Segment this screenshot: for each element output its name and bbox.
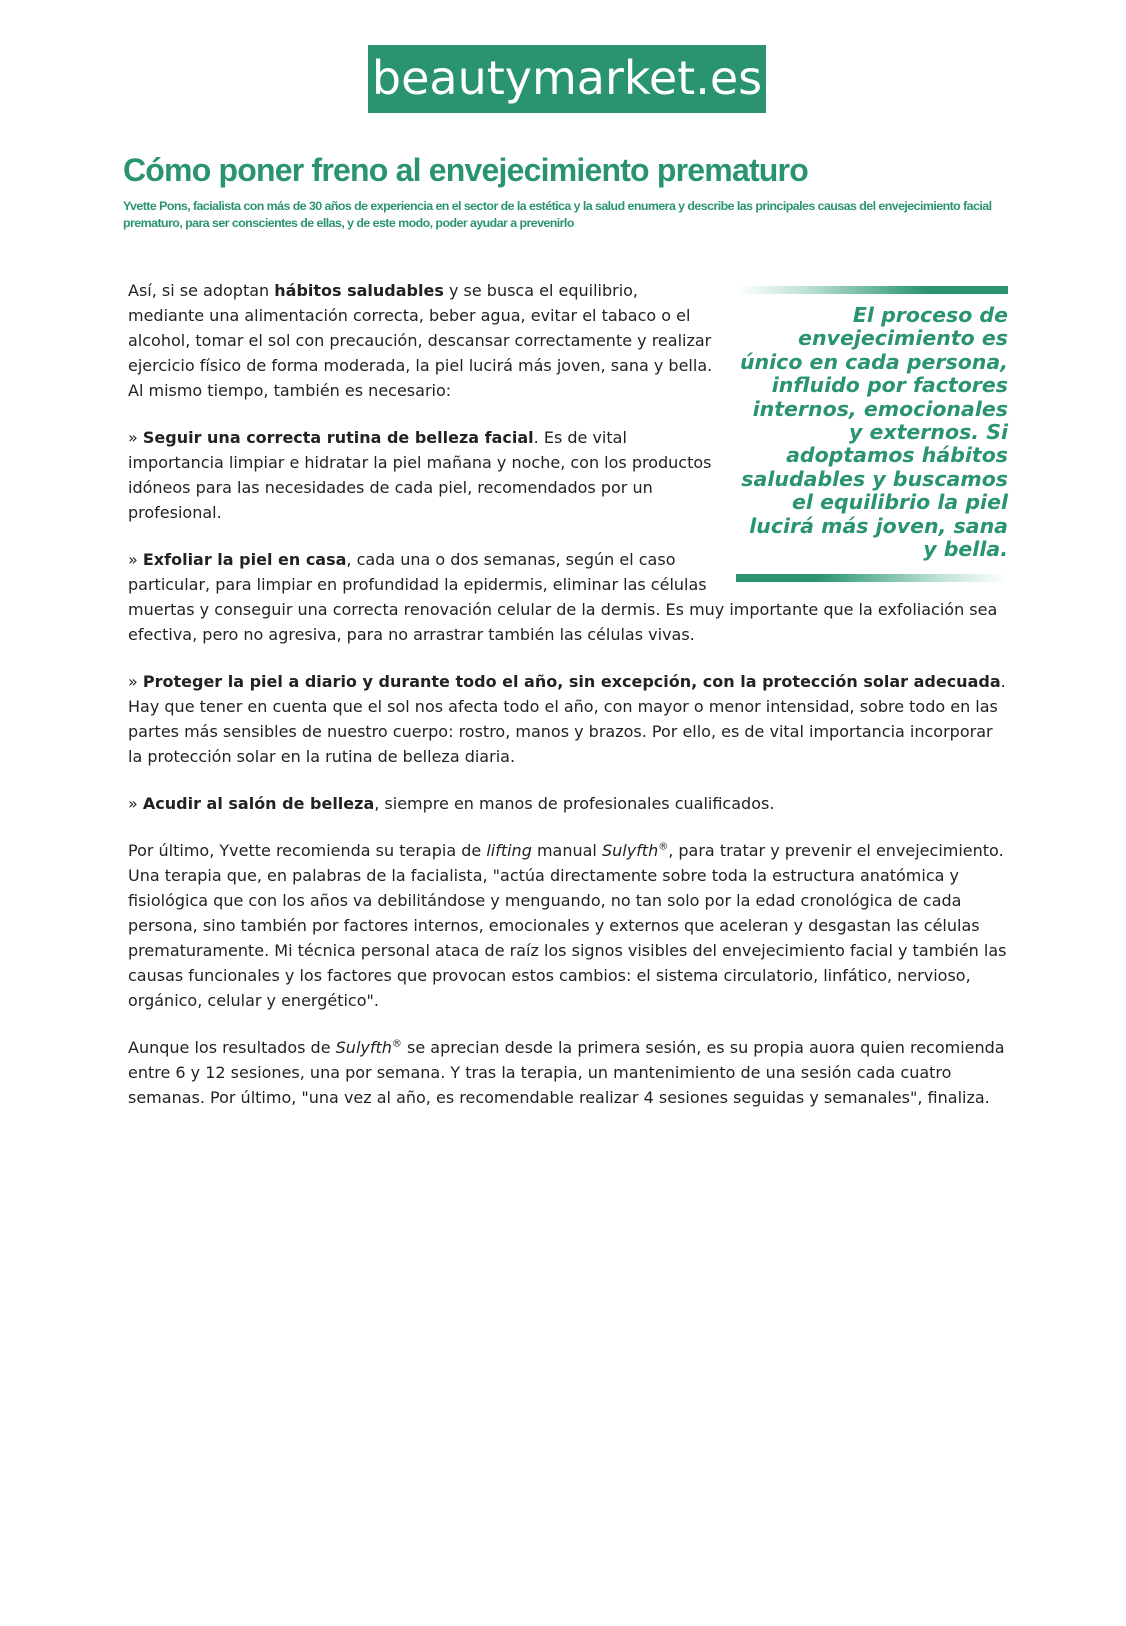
paragraph-intro: Así, si se adoptan hábitos saludables y se busca el equilibrio, mediante una alimentación correcta, beber agua, evitar el tabaco o el alcohol, tomar el sol con precaución, descansar correctamente y realizar ejercicio físico de forma moderada, la piel lucirá más joven, sana y bella. Al mismo tiempo, también es necesario:: [128, 281, 713, 400]
paragraph-therapy: Por último, Yvette recomienda su terapia de lifting manual Sulyfth®, para tratar y prevenir el envejecimiento.: [128, 841, 1004, 860]
paragraph-sessions: Aunque los resultados de Sulyfth® se aprecian desde la primera sesión, es su propia auora quien recomienda entre 6 y 12 sesiones, una por semana. Y tras la terapia, un mantenimiento de una sesión cada cuatro semanas. Por último, "una vez al año, es recomendable realizar 4 sesiones seguidas y semanales", finaliza.: [128, 1038, 1005, 1107]
paragraph-beauty-salon: » Acudir al salón de belleza, siempre en manos de profesionales cualificados.: [128, 794, 775, 813]
pull-quote-bottom-rule: [736, 574, 1008, 582]
paragraph-facialist-quote: Una terapia que, en palabras de la facialista, "actúa directamente sobre toda la estructura anatómica y fisiológica que con los años va debilitándose y menguando, no tan solo por la edad cronológica de cada persona, sino también por factores internos, emocionales y externos que aceleran y desgastan las células prematuramente. Mi técnica personal ataca de raíz los signos visibles del envejecimiento facial y también las causas funcionales y los factores que provocan estos cambios: el sistema circulatorio, linfático, nervioso, orgánico, celular y energético".: [128, 866, 1007, 1010]
article-body: [128, 278, 1008, 1132]
paragraph-exfoliate: » Exfoliar la piel en casa, cada una o dos semanas, según el caso particular, para limpiar en profundidad la epidermis, eliminar las células muertas y conseguir una correcta renovación celular de la dermis. Es muy importante que la exfoliación sea efectiva, pero no agresiva, para no arrastrar también las células vivas.: [128, 550, 998, 644]
site-logo[interactable]: beautymarket.es: [368, 45, 766, 113]
article-title: Cómo poner freno al envejecimiento prematuro: [123, 152, 808, 188]
pull-quote: [736, 278, 1008, 578]
paragraph-facial-routine: » Seguir una correcta rutina de belleza facial. Es de vital importancia limpiar e hidratar la piel mañana y noche, con los productos idóneos para las necesidades de cada piel, recomendados por un profesional.: [128, 428, 712, 522]
paragraph-sun-protection: » Proteger la piel a diario y durante todo el año, sin excepción, con la protección solar adecuada. Hay que tener en cuenta que el sol nos afecta todo el año, con mayor o menor intensidad, sobre todo en las partes más sensibles de nuestro cuerpo: rostro, manos y brazos. Por ello, es de vital importancia incorporar la protección solar en la rutina de belleza diaria.: [128, 672, 1006, 766]
pull-quote-top-rule: [736, 286, 1008, 294]
pull-quote-text: El proceso de envejecimiento es único en cada persona, influido por factores internos, emocionales y externos. Si adoptamos hábitos saludables y buscamos el equilibrio la piel lucirá más joven, sana y bella.: [739, 303, 1008, 562]
article-subtitle: Yvette Pons, facialista con más de 30 años de experiencia en el sector de la estética y la salud enumera y describe las principales causas del envejecimiento facial prematuro, para ser conscientes de ellas, y de este modo, poder ayudar a prevenirlo: [123, 199, 992, 230]
